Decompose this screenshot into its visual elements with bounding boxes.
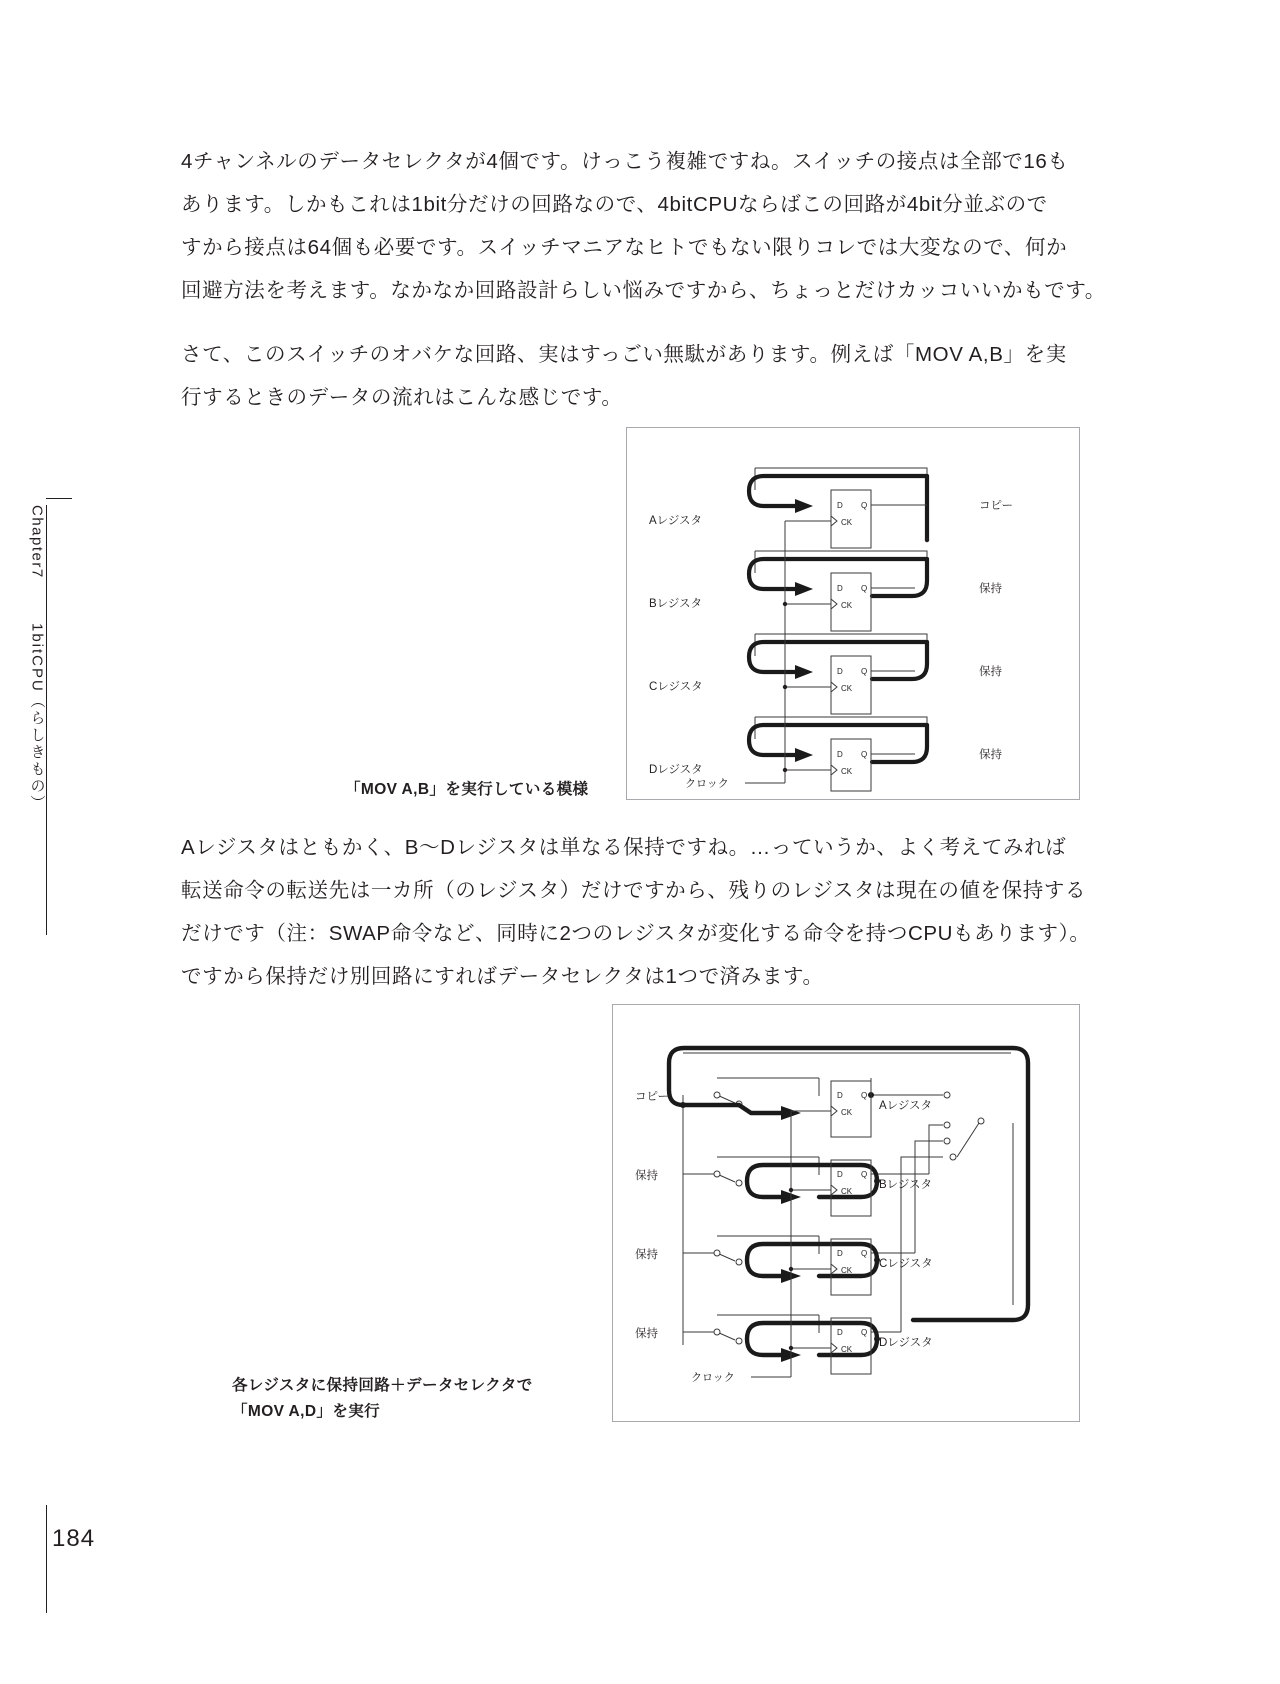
paragraph-1-line-4: 回避方法を考えます。なかなか回路設計らしい悩みですから、ちょっとだけカッコいいかもです。 [181, 279, 1106, 302]
chapter-title: 1bitCPU（らしきもの） [28, 622, 46, 812]
svg-text:保持: 保持 [979, 583, 1002, 595]
svg-text:CK: CK [841, 518, 853, 527]
paragraph-3-line-3: だけです（注：SWAP命令など、同時に2つのレジスタが変化する命令を持つCPUもあります）。 [181, 922, 1091, 945]
svg-text:クロック: クロック [685, 778, 729, 790]
svg-text:Aレジスタ: Aレジスタ [879, 1100, 933, 1112]
svg-text:CK: CK [841, 1187, 853, 1196]
svg-text:Dレジスタ: Dレジスタ [879, 1337, 933, 1349]
paragraph-1-line-3: すから接点は64個も必要です。スイッチマニアなヒトでもない限りコレでは大変なので、何か [181, 236, 1068, 259]
svg-text:Q: Q [861, 1249, 868, 1258]
paragraph-3-line-2: 転送命令の転送先は一カ所（のレジスタ）だけですから、残りのレジスタは現在の値を保持する [181, 879, 1087, 902]
svg-text:CK: CK [841, 767, 853, 776]
svg-text:CK: CK [841, 684, 853, 693]
svg-text:Q: Q [861, 1170, 868, 1179]
svg-text:コピー: コピー [635, 1091, 670, 1103]
paragraph-3-line-1: Aレジスタはともかく、B〜Dレジスタは単なる保持ですね。…っていうか、よく考えてみれば [181, 836, 1067, 859]
chapter-label: Chapter7 [28, 505, 46, 579]
svg-text:Q: Q [861, 667, 868, 676]
svg-text:D: D [837, 667, 843, 676]
svg-text:保持: 保持 [979, 666, 1002, 678]
figure-2-caption-line-1: 各レジスタに保持回路＋データセレクタで [232, 1377, 533, 1394]
svg-text:Q: Q [861, 1328, 868, 1337]
paragraph-1 [181, 140, 1106, 312]
svg-text:コピー: コピー [979, 500, 1014, 512]
svg-text:クロック: クロック [691, 1372, 735, 1384]
svg-text:CK: CK [841, 1345, 853, 1354]
svg-text:CK: CK [841, 601, 853, 610]
svg-text:Dレジスタ: Dレジスタ [649, 764, 703, 776]
svg-text:Bレジスタ: Bレジスタ [879, 1179, 933, 1191]
figure-2-caption-line-2: 「MOV A,D」を実行 [232, 1403, 381, 1420]
svg-text:Aレジスタ: Aレジスタ [649, 515, 703, 527]
page-number: 184 [52, 1525, 96, 1552]
svg-text:D: D [837, 1328, 843, 1337]
paragraph-2 [181, 333, 1080, 419]
svg-text:Bレジスタ: Bレジスタ [649, 598, 703, 610]
svg-text:Q: Q [861, 750, 868, 759]
svg-text:D: D [837, 1170, 843, 1179]
footer-rule [46, 1505, 47, 1613]
chapter-rail-tick [46, 498, 72, 499]
paragraph-3 [181, 826, 1091, 998]
paragraph-1-line-2: あります。しかもこれは1bit分だけの回路なので、4bitCPUならばこの回路が4bit分並ぶので [181, 193, 1048, 216]
svg-text:D: D [837, 1249, 843, 1258]
svg-text:Q: Q [861, 1091, 868, 1100]
svg-text:CK: CK [841, 1108, 853, 1117]
svg-text:CK: CK [841, 1266, 853, 1275]
paragraph-2-line-1: さて、このスイッチのオバケな回路、実はすっごい無駄があります。例えば「MOV A,B」を実 [181, 343, 1067, 366]
svg-text:Q: Q [861, 584, 868, 593]
svg-text:D: D [837, 501, 843, 510]
figure-mov-ab-diagram [626, 427, 1080, 800]
svg-text:Q: Q [861, 501, 868, 510]
chapter-rail [22, 505, 52, 935]
svg-text:保持: 保持 [635, 1328, 658, 1340]
svg-text:D: D [837, 1091, 843, 1100]
paragraph-2-line-2: 行するときのデータの流れはこんな感じです。 [181, 386, 623, 409]
svg-text:Cレジスタ: Cレジスタ [649, 681, 703, 693]
figure-1-caption: 「MOV A,B」を実行している模様 [345, 781, 589, 798]
svg-text:Cレジスタ: Cレジスタ [879, 1258, 933, 1270]
svg-text:D: D [837, 750, 843, 759]
paragraph-1-line-1: 4チャンネルのデータセレクタが4個です。けっこう複雑ですね。スイッチの接点は全部で16も [181, 150, 1069, 173]
paragraph-3-line-4: ですから保持だけ別回路にすればデータセレクタは1つで済みます。 [181, 965, 824, 988]
svg-text:保持: 保持 [635, 1249, 658, 1261]
svg-text:D: D [837, 584, 843, 593]
svg-text:保持: 保持 [635, 1170, 658, 1182]
figure-mov-ad-diagram [612, 1004, 1080, 1422]
svg-text:保持: 保持 [979, 749, 1002, 761]
